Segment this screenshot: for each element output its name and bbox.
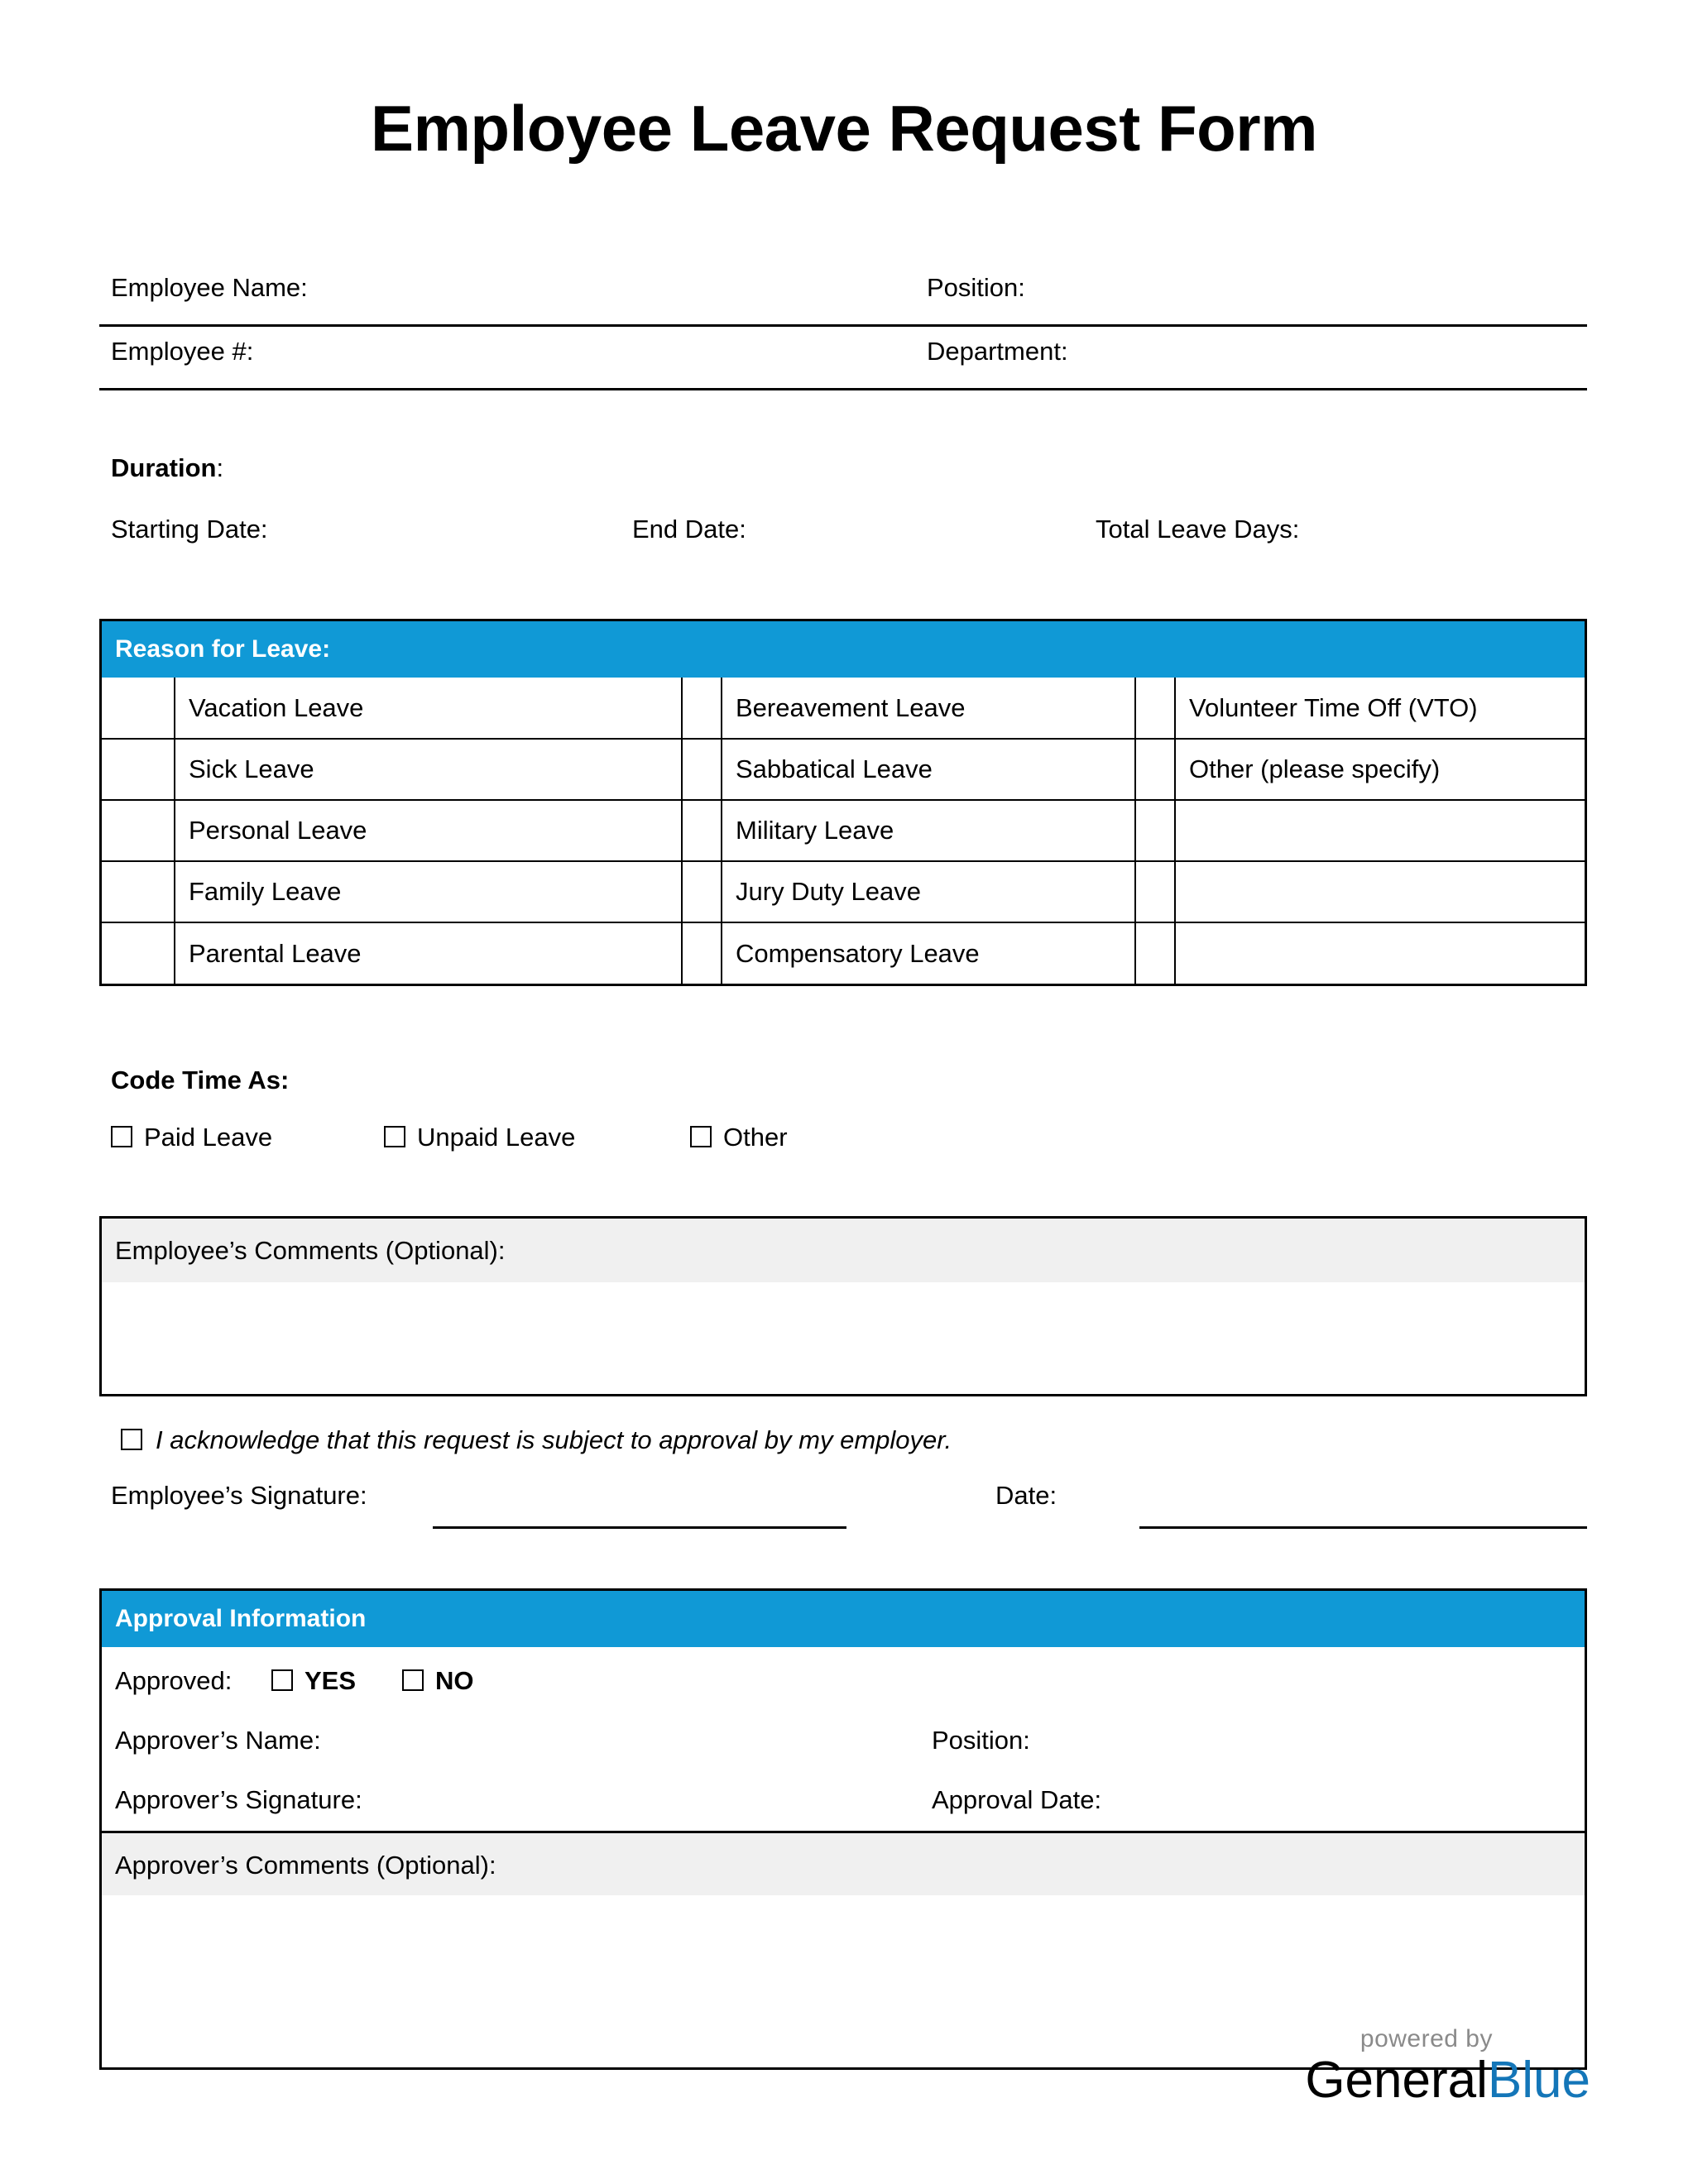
code-time-option-label: Paid Leave — [144, 1123, 273, 1152]
approver-position-label: Position: — [932, 1726, 1030, 1755]
approver-signature-label: Approver’s Signature: — [115, 1785, 362, 1814]
code-time-option-paid-leave[interactable] — [111, 1123, 272, 1152]
table-row — [102, 800, 1585, 861]
reason-checkbox-compensatory-leave[interactable] — [682, 922, 722, 984]
position-label: Position: — [927, 273, 1025, 302]
reason-checkbox-volunteer-time-off[interactable] — [1135, 678, 1175, 739]
reason-checkbox-sick-leave[interactable] — [102, 739, 175, 800]
reason-checkbox-bereavement-leave[interactable] — [682, 678, 722, 739]
employee-identity-block — [99, 263, 1587, 390]
reason-label-sabbatical-leave: Sabbatical Leave — [722, 739, 1135, 800]
reason-label-personal-leave: Personal Leave — [175, 800, 682, 861]
logo-general-text: General — [1305, 2052, 1488, 2109]
employee-signature-line[interactable] — [433, 1526, 846, 1529]
reason-checkbox-family-leave[interactable] — [102, 861, 175, 922]
end-date-label: End Date: — [632, 515, 746, 544]
approval-date-label: Approval Date: — [932, 1785, 1102, 1814]
reason-label-sick-leave: Sick Leave — [175, 739, 682, 800]
reason-for-leave-header: Reason for Leave: — [102, 621, 1585, 678]
reason-checkbox-other[interactable] — [1135, 739, 1175, 800]
approved-yes-label: YES — [305, 1666, 357, 1695]
code-time-as-options — [111, 1123, 1104, 1164]
approved-label: Approved: — [115, 1666, 233, 1695]
checkbox-icon[interactable] — [402, 1669, 424, 1691]
duration-heading-colon: : — [216, 453, 224, 482]
employee-number-label: Employee #: — [111, 337, 254, 366]
approved-no-option[interactable] — [402, 1666, 474, 1696]
employee-name-label: Employee Name: — [111, 273, 308, 302]
checkbox-icon[interactable] — [271, 1669, 293, 1691]
reason-for-leave-table — [99, 619, 1587, 986]
reason-label-vacation-leave: Vacation Leave — [175, 678, 682, 739]
code-time-option-label: Unpaid Leave — [417, 1123, 576, 1152]
approver-name-label: Approver’s Name: — [115, 1726, 321, 1755]
acknowledgement-text: I acknowledge that this request is subject to approval by my employer. — [156, 1425, 952, 1454]
employee-signature-label: Employee’s Signature: — [111, 1481, 367, 1510]
acknowledgement-row[interactable] — [121, 1425, 952, 1455]
reason-label-parental-leave: Parental Leave — [175, 922, 682, 984]
reason-label-empty-4 — [1175, 861, 1585, 922]
signature-date-label: Date: — [995, 1481, 1057, 1510]
reason-label-empty-5 — [1175, 922, 1585, 984]
code-time-option-label: Other — [723, 1123, 788, 1152]
total-leave-days-label: Total Leave Days: — [1096, 515, 1300, 544]
duration-heading-text: Duration — [111, 453, 217, 482]
table-row — [102, 861, 1585, 922]
checkbox-icon[interactable] — [690, 1126, 712, 1147]
reason-checkbox-vacation-leave[interactable] — [102, 678, 175, 739]
reason-checkbox-sabbatical-leave[interactable] — [682, 739, 722, 800]
table-row — [102, 739, 1585, 800]
reason-label-jury-duty-leave: Jury Duty Leave — [722, 861, 1135, 922]
logo-blue-text: Blue — [1487, 2052, 1590, 2109]
department-label: Department: — [927, 337, 1068, 366]
reason-checkbox-personal-leave[interactable] — [102, 800, 175, 861]
general-blue-logo — [1243, 2025, 1590, 2109]
powered-by-text: powered by — [1360, 2025, 1493, 2052]
code-time-option-unpaid-leave[interactable] — [384, 1123, 575, 1152]
reason-label-family-leave: Family Leave — [175, 861, 682, 922]
table-row — [102, 922, 1585, 984]
reason-checkbox-empty-4[interactable] — [1135, 861, 1175, 922]
reason-checkbox-empty-3[interactable] — [1135, 800, 1175, 861]
reason-for-leave-body — [102, 678, 1585, 984]
approval-information-header: Approval Information — [102, 1591, 1585, 1647]
table-row — [102, 678, 1585, 739]
reason-label-volunteer-time-off: Volunteer Time Off (VTO) — [1175, 678, 1585, 739]
reason-label-empty-3 — [1175, 800, 1585, 861]
reason-label-military-leave: Military Leave — [722, 800, 1135, 861]
employee-comments-input[interactable] — [102, 1282, 1585, 1394]
checkbox-icon[interactable] — [121, 1429, 142, 1450]
reason-checkbox-jury-duty-leave[interactable] — [682, 861, 722, 922]
approval-fields — [102, 1647, 1585, 1831]
approval-information-box — [99, 1588, 1587, 2070]
reason-label-compensatory-leave: Compensatory Leave — [722, 922, 1135, 984]
page-title: Employee Leave Request Form — [371, 92, 1317, 165]
signature-date-line[interactable] — [1139, 1526, 1587, 1529]
reason-label-other: Other (please specify) — [1175, 739, 1585, 800]
reason-label-bereavement-leave: Bereavement Leave — [722, 678, 1135, 739]
identity-row-1 — [99, 263, 1587, 327]
identity-row-2 — [99, 327, 1587, 390]
starting-date-label: Starting Date: — [111, 515, 268, 544]
approved-yes-option[interactable] — [271, 1666, 356, 1696]
reason-checkbox-military-leave[interactable] — [682, 800, 722, 861]
reason-checkbox-empty-5[interactable] — [1135, 922, 1175, 984]
duration-heading — [111, 453, 223, 483]
code-time-option-other[interactable] — [690, 1123, 788, 1152]
checkbox-icon[interactable] — [384, 1126, 405, 1147]
checkbox-icon[interactable] — [111, 1126, 132, 1147]
employee-comments-box — [99, 1216, 1587, 1396]
reason-checkbox-parental-leave[interactable] — [102, 922, 175, 984]
employee-comments-label: Employee’s Comments (Optional): — [102, 1219, 1585, 1282]
approver-comments-label: Approver’s Comments (Optional): — [102, 1831, 1585, 1895]
approved-no-label: NO — [435, 1666, 474, 1695]
logo-wordmark — [1305, 2052, 1590, 2109]
code-time-as-heading: Code Time As: — [111, 1066, 290, 1094]
